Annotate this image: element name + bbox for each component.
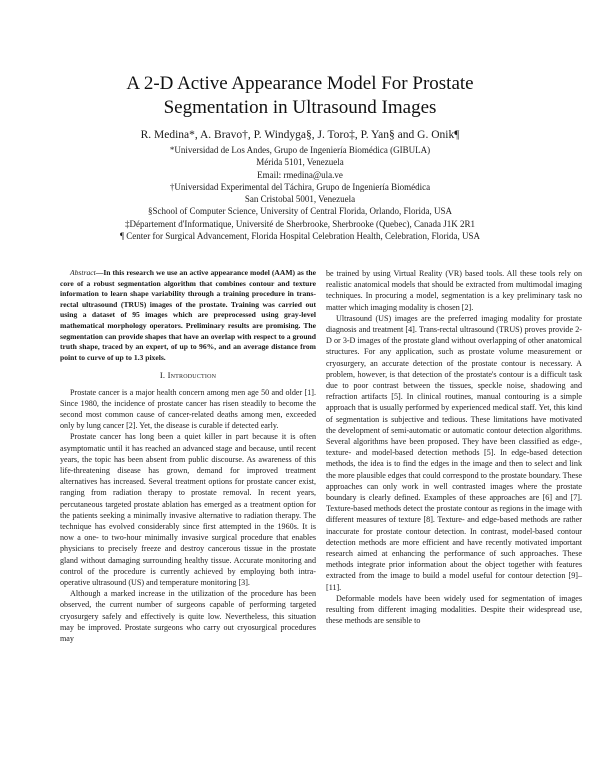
affiliation-line: ‡Département d'Informatique, Université de Sherbrooke, Sherbrooke (Quebec), Canada J1K 2R1 xyxy=(124,218,475,229)
section-heading-introduction: I. Introduction xyxy=(159,370,217,381)
abstract xyxy=(60,268,316,363)
author-list: R. Medina*, A. Bravo†, P. Windyga§, J. Toro‡, P. Yan§ and G. Onik¶ xyxy=(140,129,460,141)
abstract-label: Abstract xyxy=(70,268,96,277)
paragraph: Prostate cancer has long been a quiet killer in part because it is often asymptomatic until it has reached an advanced stage and because, until recent years, the topic has been absent from public discourse. As awareness of this life-threatening disease has grown, demand for improved treatment alternatives has increased. Several treatment options for prostate cancer exist, ranging from radiation therapy to prostate removal. In recent years, percutaneous targeted prostate ablation has emerged as a treatment option for the patients seeking a minimally invasive alternative to radiation therapy. The technique has evolved considerably since first attempted in the 1960s. It is now a one- to two-hour minimally invasive surgical procedure that enables physicians to precisely freeze and destroy cancerous tissue in the prostate gland without damaging surrounding healthy tissue. Accurate monitoring and control of the procedure is currently achieved by employing both intra-operative ultrasound (US) and temperature monitoring [3]. xyxy=(60,432,316,587)
affiliations xyxy=(0,144,600,242)
affiliation-line: ¶ Center for Surgical Advancement, Florida Hospital Celebration Health, Celebration, Florida, USA xyxy=(119,231,481,242)
left-column xyxy=(60,268,316,644)
paragraph: Deformable models have been widely used for segmentation of images resulting from different imaging modalities. Despite their widespread use, these methods are sensible to xyxy=(326,593,582,626)
affiliation-line: *Universidad de Los Andes, Grupo de Ingeniería Biomédica (GIBULA) xyxy=(169,145,431,155)
title-line-2: Segmentation in Ultrasound Images xyxy=(163,97,437,118)
paper-title xyxy=(0,72,600,120)
title-line-1: A 2-D Active Appearance Model For Prostate xyxy=(126,73,474,94)
affiliation-line: San Cristobal 5001, Venezuela xyxy=(244,194,356,205)
affiliation-line: §School of Computer Science, University of Central Florida, Orlando, Florida, USA xyxy=(148,206,452,217)
paragraph: Prostate cancer is a major health concern among men age 50 and older [1]. Since 1980, the incidence of prostate cancer has risen steadily to become the second most common cause of cancer-related deaths among men, exceeded only by lung cancer [2]. Yet, the disease is curable if detected early. xyxy=(60,387,316,431)
affiliation-line: Email: rmedina@ula.ve xyxy=(257,169,343,180)
affiliation-line: †Universidad Experimental del Táchira, Grupo de Ingeniería Biomédica xyxy=(169,181,431,192)
paragraph: Ultrasound (US) images are the preferred imaging modality for prostate diagnosis and treatment [4]. Trans-rectal ultrasound (TRUS) proves provide 2-D or 3-D images of the prostate gland without overlapping of other anatomical structures. For any application, such as prostate volume measurement or cryosurgery, an accurate detection of the prostate contour is necessary. A problem, however, is that detection of the prostate's contour is a difficult task due to poor contrast between the tissues, speckle noise, shadowing and refraction artifacts [5]. In clinical routines, manual contouring is a simple approach that is usually performed by experienced medical staff. Yet, this kind of segmentation is subjective and tedious. These limitations have motivated the development of semi-automatic or automatic contour detection algorithms. Several algorithms have been proposed. They have been classified as edge-, texture- and model-based detection methods [5]. In edge-based detection methods, the idea is to find the edges in the image and then to select and link the more plausible edges that could correspond to the prostate boundary. These approaches can only work in well contrasted images where the prostate boundary is clearly defined. Examples of these approaches are [6] and [7]. Texture-based methods detect the prostate contour as regions in the image with different measures of texture [8]. Texture- and edge-based methods are rather inaccurate for prostate contour detection. In contrast, model-based contour detection methods are more efficient and have recently motivated important research aimed at enhancing the performance of such approaches. These methods integrate prior information about the object together with features extracted from the image to build a model useful for contour detection [9]–[11]. xyxy=(326,313,582,592)
abstract-text: —In this research we use an active appearance model (AAM) as the core of a robust segmentation algorithm that combines contour and texture information to learn shape variability through a training procedure in trans-rectal ultrasound (TRUS) images of the prostate. Training was carried out using a dataset of 95 images which are preprocessed using gray-level mathematical morphology operators. Preliminary results are promising. The segmentation can provide shapes that have an overlap with respect to a ground truth shape, traced by an expert, of up to 96%, and an average distance from point to curve of up to 1.3 pixels. xyxy=(60,268,316,362)
paragraph: be trained by using Virtual Reality (VR) based tools. All these tools rely on realistic anatomical models that should be extracted from multimodal imaging techniques. In procuring a model, segmentation is a key preliminary task no matter which imaging modality is chosen [2]. xyxy=(326,269,582,312)
right-column xyxy=(326,268,582,627)
paragraph: Although a marked increase in the utilization of the procedure has been observed, the current number of surgeons capable of performing targeted cryosurgery safely and effectively is quite low. Nevertheless, this situation may be improved. Prostate surgeons who carry out cryosurgical procedures may xyxy=(60,589,316,644)
affiliation-line: Mérida 5101, Venezuela xyxy=(256,157,344,168)
